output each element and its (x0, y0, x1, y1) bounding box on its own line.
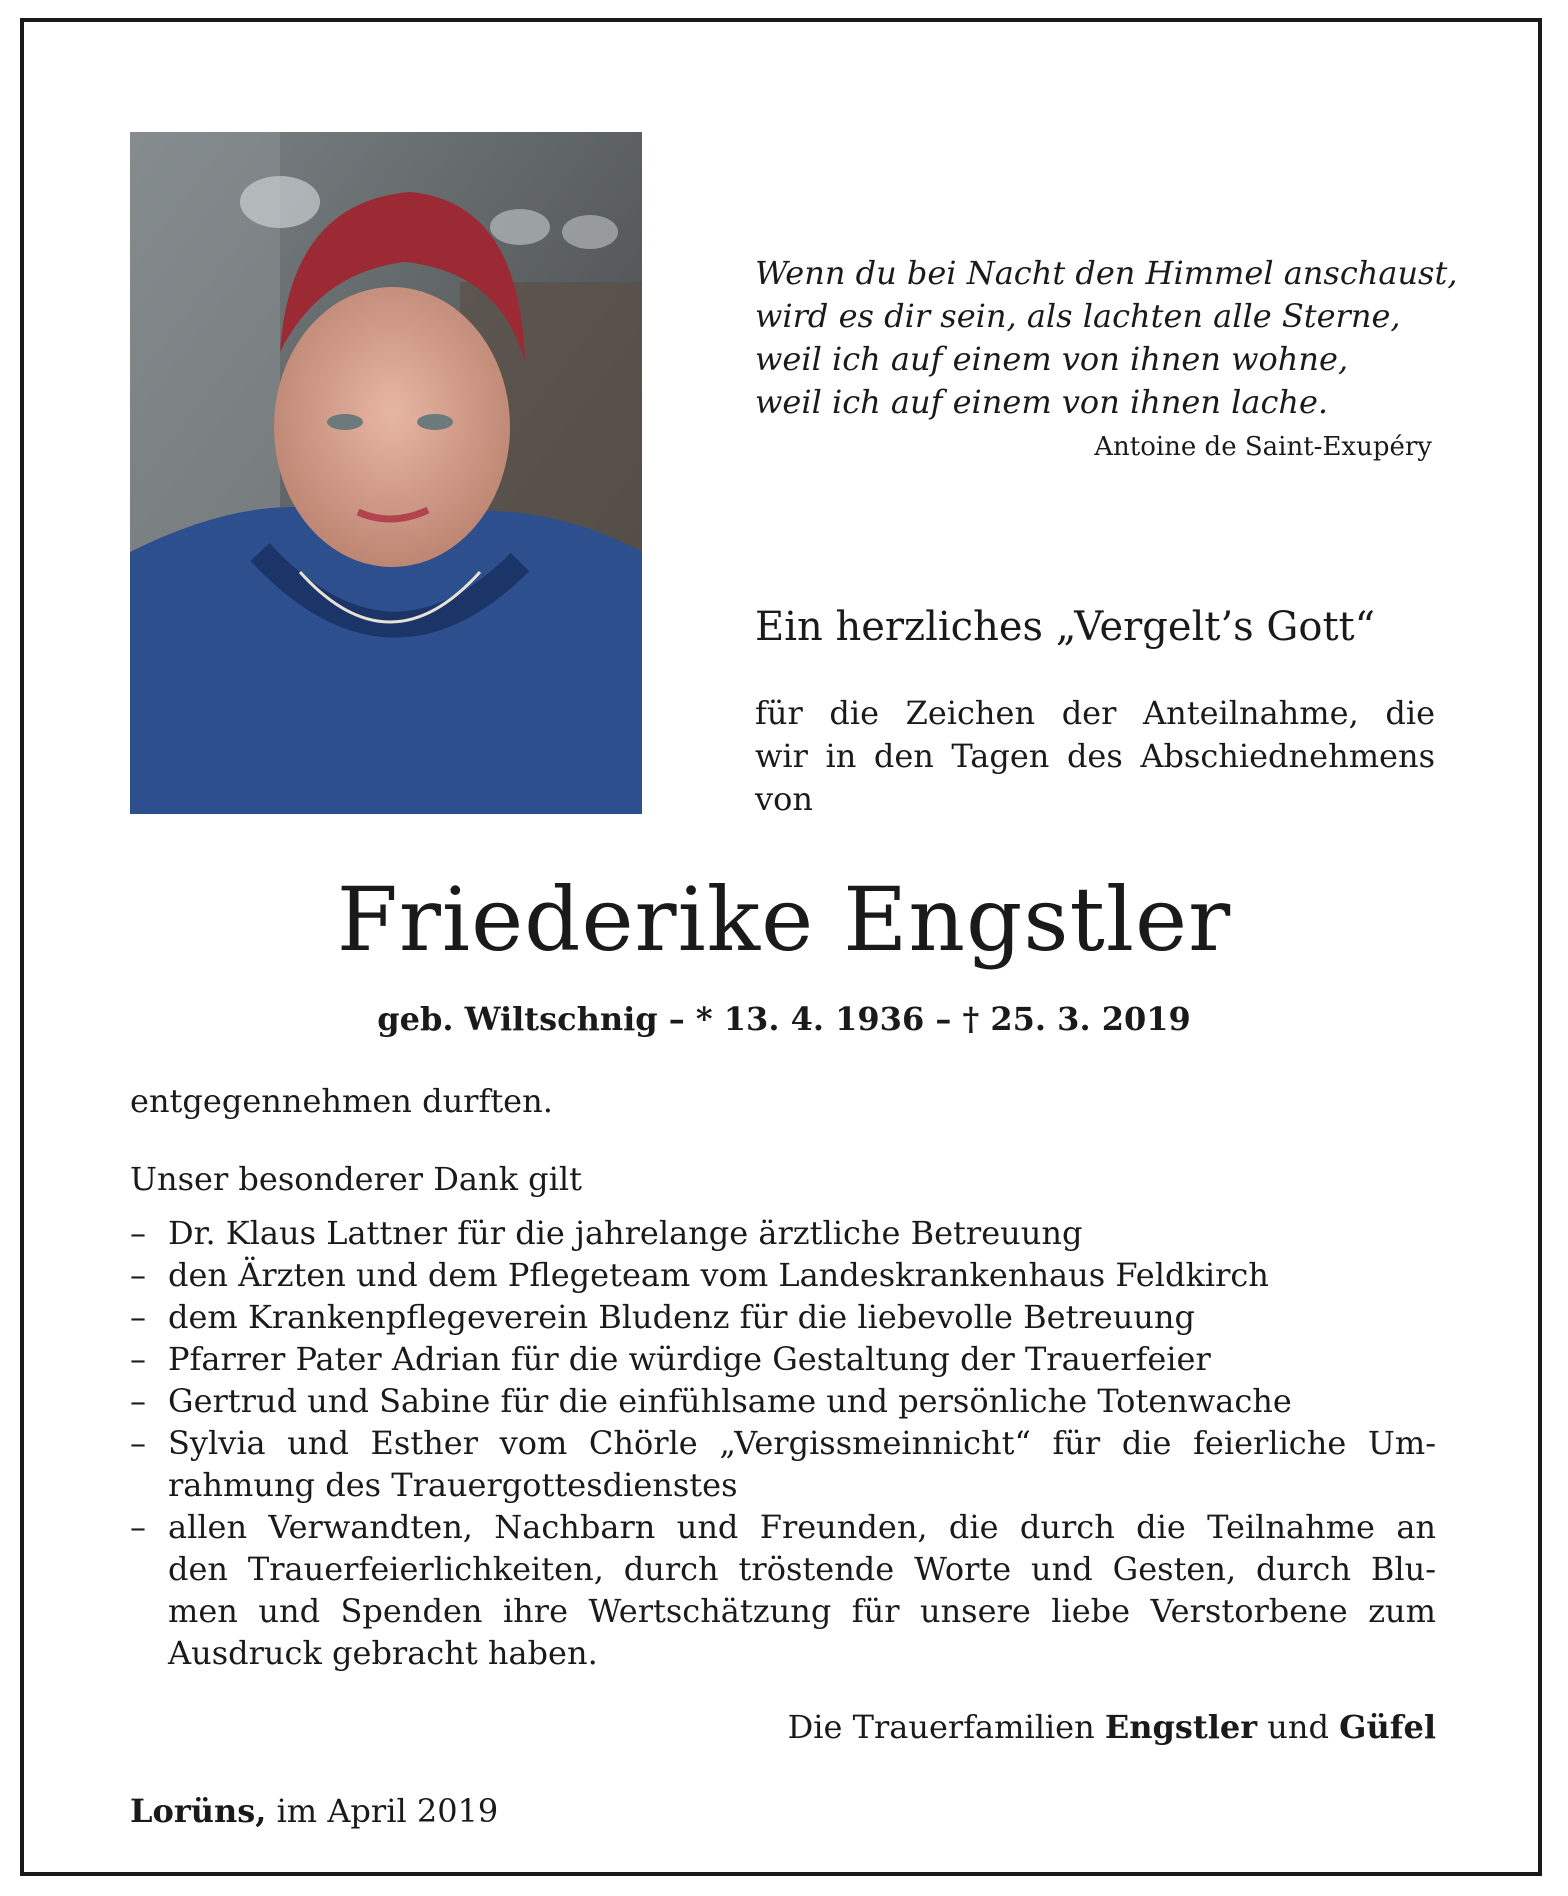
signature-family-2: Güfel (1339, 1708, 1436, 1746)
list-item (130, 1296, 1436, 1338)
dank-heading: Unser besonderer Dank gilt (130, 1160, 582, 1198)
signature-prefix: Die Trauerfamilien (787, 1708, 1095, 1746)
list-item-line: Ausdruck gebracht haben. (168, 1634, 598, 1672)
dash-marker: – (130, 1214, 146, 1252)
list-item-line: Pfarrer Pater Adrian für die würdige Gestaltung der Trauerfeier (168, 1340, 1211, 1378)
list-item (130, 1254, 1436, 1296)
life-data: geb. Wiltschnig – * 13. 4. 1936 – † 25. 3. 2019 (377, 1000, 1191, 1038)
dash-marker: – (130, 1340, 146, 1378)
poem-line: Wenn du bei Nacht den Himmel anschaust, (755, 254, 1458, 292)
intro-line: von (755, 780, 813, 818)
continuation-text: entgegennehmen durften. (130, 1082, 553, 1120)
place-date-text: im April 2019 (276, 1792, 499, 1830)
list-item (130, 1338, 1436, 1380)
thanks-title: Ein herzliches „Vergelt’s Gott“ (755, 604, 1376, 650)
list-item-line: Gertrud und Sabine für die einfühlsame und persönliche Totenwache (168, 1382, 1292, 1420)
dash-marker: – (130, 1424, 146, 1462)
signature (788, 1708, 1436, 1746)
dash-marker: – (130, 1256, 146, 1294)
list-item (130, 1506, 1436, 1674)
list-item-line: dem Krankenpflegeverein Bludenz für die liebevolle Betreuung (168, 1298, 1195, 1336)
thanks-intro (755, 692, 1435, 821)
poem-line: wird es dir sein, als lachten alle Sterne, (755, 297, 1401, 335)
poem-author: Antoine de Saint-Exupéry (1094, 432, 1432, 462)
intro-line: für die Zeichen der Anteilnahme, die (755, 694, 1435, 732)
poem-line: weil ich auf einem von ihnen wohne, (755, 340, 1349, 378)
place-date (130, 1792, 498, 1830)
dash-marker: – (130, 1382, 146, 1420)
dash-marker: – (130, 1298, 146, 1336)
portrait-illustration (130, 132, 642, 814)
dash-marker: – (130, 1508, 146, 1546)
thanks-list (130, 1212, 1436, 1674)
list-item (130, 1380, 1436, 1422)
intro-line: wir in den Tagen des Abschiednehmens (755, 737, 1435, 775)
list-item-line: men und Spenden ihre Wertschätzung für unsere liebe Verstorbene zum (168, 1592, 1436, 1630)
poem-line: weil ich auf einem von ihnen lache. (755, 383, 1329, 421)
list-item (130, 1422, 1436, 1506)
signature-conjunction: und (1267, 1708, 1329, 1746)
portrait-photo (130, 132, 642, 814)
list-item-line: den Ärzten und dem Pflegeteam vom Landeskrankenhaus Feldkirch (168, 1256, 1269, 1294)
list-item-line: Sylvia und Esther vom Chörle „Vergissmeinnicht“ für die feierliche Um- (168, 1424, 1436, 1462)
deceased-name: Friederike Engstler (336, 868, 1232, 971)
list-item-line: rahmung des Trauergottesdienstes (168, 1466, 738, 1504)
list-item-line: allen Verwandten, Nachbarn und Freunden, die durch die Teilnahme an (168, 1508, 1436, 1546)
list-item (130, 1212, 1436, 1254)
list-item-line: Dr. Klaus Lattner für die jahrelange ärztliche Betreuung (168, 1214, 1083, 1252)
signature-family-1: Engstler (1104, 1708, 1258, 1746)
poem-quote (755, 252, 1458, 424)
list-item-line: den Trauerfeierlichkeiten, durch tröstende Worte und Gesten, durch Blu- (168, 1550, 1436, 1588)
place-name: Lorüns, (130, 1792, 267, 1830)
